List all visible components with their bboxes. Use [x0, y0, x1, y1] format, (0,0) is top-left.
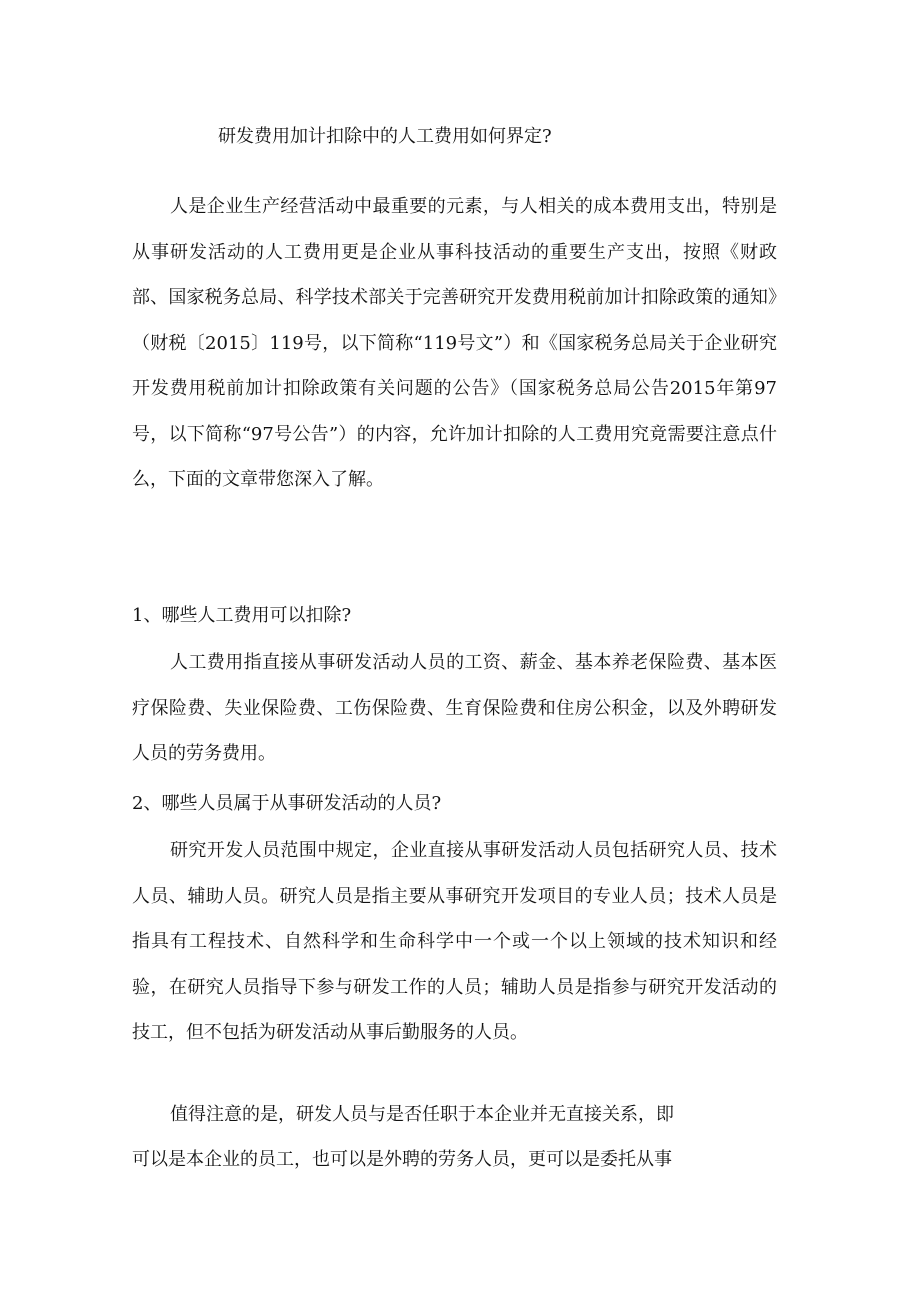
section-1-body: 人工费用指直接从事研发活动人员的工资、薪金、基本养老保险费、基本医疗保险费、失业保险费、工伤保险费、生育保险费和住房公积金，以及外聘研发人员的劳务费用。: [132, 652, 777, 764]
section-2-note-line-2: 可以是本企业的员工，也可以是外聘的劳务人员，更可以是委托从事: [132, 1149, 672, 1170]
section-1-heading: 1、哪些人工费用可以扣除?: [132, 605, 352, 626]
section-2-heading: 2、哪些人员属于从事研发活动的人员?: [132, 793, 442, 814]
section-2-body: 研究开发人员范围中规定，企业直接从事研发活动人员包括研究人员、技术人员、辅助人员。研究人员是指主要从事研究开发项目的专业人员；技术人员是指具有工程技术、自然科学和生命科学中一个或一个以上领域的技术知识和经验，在研究人员指导下参与研发工作的人员；辅助人员是指参与研究开发活动的技工，但不包括为研发活动从事后勤服务的人员。: [132, 840, 777, 1043]
section-2-note-line-1: 值得注意的是，研发人员与是否任职于本企业并无直接关系，即: [170, 1104, 674, 1125]
intro-paragraph: 人是企业生产经营活动中最重要的元素，与人相关的成本费用支出，特别是从事研发活动的人工费用更是企业从事科技活动的重要生产支出，按照《财政部、国家税务总局、科学技术部关于完善研究开发费用税前加计扣除政策的通知》（财税〔2015〕119号，以下简称“119号文”）和《国家税务总局关于企业研究开发费用税前加计扣除政策有关问题的公告》（国家税务总局公告2015年第97号，以下简称“97号公告”）的内容，允许加计扣除的人工费用究竟需要注意点什么，下面的文章带您深入了解。: [132, 196, 777, 490]
document-title: 研发费用加计扣除中的人工费用如何界定?: [218, 126, 552, 147]
